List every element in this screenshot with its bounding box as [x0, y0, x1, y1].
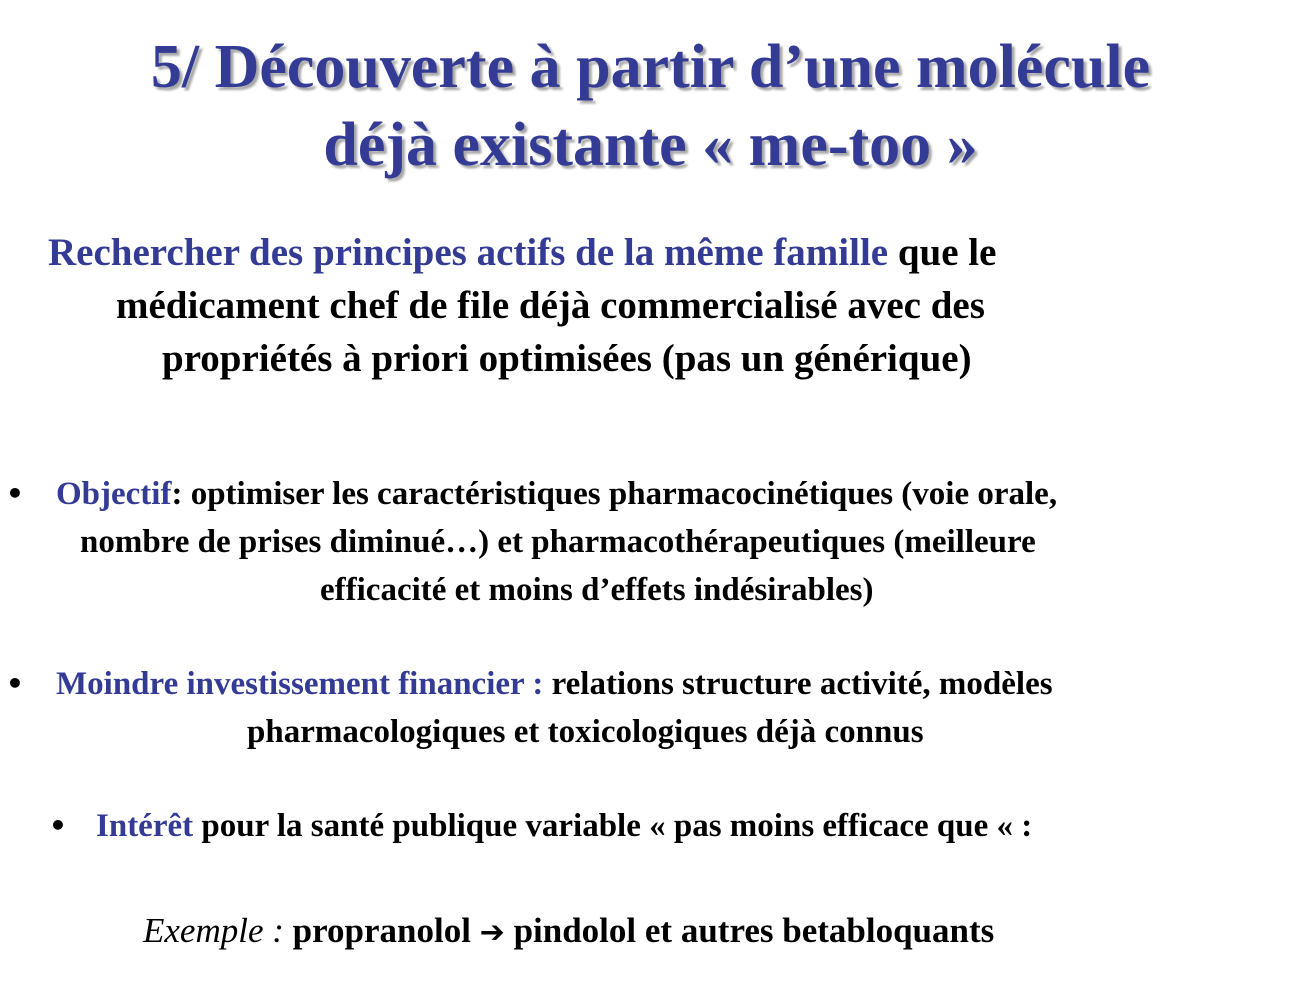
intro-line-3: propriétés à priori optimisées (pas un générique)	[162, 337, 972, 380]
bullet-interet-label: Intérêt	[96, 808, 194, 844]
bullet-objectif	[0, 470, 1301, 614]
bullet-investissement	[0, 660, 1301, 756]
example-from: propranolol	[283, 911, 480, 950]
bullet-dot: •	[6, 477, 24, 510]
intro-highlight: Rechercher des principes actifs de la même famille	[48, 231, 889, 274]
bullet-objectif-text: : optimiser les caractéristiques pharmacocinétiques (voie orale,	[171, 476, 1058, 512]
bullet-investissement-line-1	[0, 660, 1301, 708]
bullet-objectif-label: Objectif	[56, 476, 172, 512]
right-arrow-icon: ➔	[479, 915, 505, 950]
slide-title-line-2: déjà existante « me-too »	[323, 111, 978, 179]
bullet-interet-text: pour la santé publique variable « pas moins efficace que « :	[193, 808, 1033, 844]
bullet-objectif-line-2: nombre de prises diminué…) et pharmacothérapeutiques (meilleure	[80, 524, 1036, 560]
intro-line-1	[0, 226, 1301, 279]
bullet-investissement-label: Moindre investissement financier :	[56, 666, 544, 702]
slide-title-line-1: 5/ Découverte à partir d’une molécule	[150, 33, 1151, 101]
bullet-interet-line-1	[0, 802, 1301, 850]
bullet-objectif-line-3: efficacité et moins d’effets indésirables)	[320, 572, 874, 608]
intro-paragraph	[0, 226, 1301, 385]
example-line	[143, 906, 994, 958]
slide-title	[0, 28, 1301, 184]
bullet-objectif-line-1	[0, 470, 1301, 518]
intro-line-1-rest: que le	[888, 231, 997, 274]
example-to: pindolol et autres betabloquants	[504, 911, 995, 950]
example-label: Exemple :	[143, 911, 284, 950]
intro-line-2: médicament chef de file déjà commercialisé avec des	[116, 284, 985, 327]
bullet-investissement-text: relations structure activité, modèles	[543, 666, 1053, 702]
bullet-investissement-line-2: pharmacologiques et toxicologiques déjà connus	[247, 714, 924, 750]
bullet-interet	[0, 802, 1301, 850]
bullet-dot: •	[49, 809, 67, 842]
bullet-dot: •	[6, 667, 24, 700]
